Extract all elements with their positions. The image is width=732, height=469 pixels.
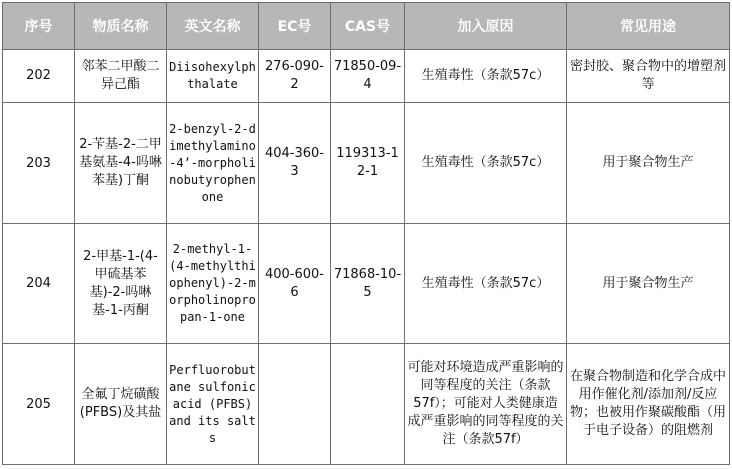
svhc-table — [2, 2, 730, 465]
cell-ec — [259, 344, 331, 465]
cell-cn-name: 邻苯二甲酸二异己酯 — [75, 50, 167, 103]
cell-use: 密封胶、聚合物中的增塑剂等 — [567, 50, 730, 103]
header-cas: CAS号 — [331, 3, 405, 50]
header-reason: 加入原因 — [405, 3, 567, 50]
header-cn-name: 物质名称 — [75, 3, 167, 50]
cell-use: 用于聚合物生产 — [567, 224, 730, 344]
cell-no: 205 — [3, 344, 75, 465]
cell-use: 在聚合物制造和化学合成中用作催化剂/添加剂/反应物；也被用作聚碳酸酯（用于电子设备）的阻燃剂 — [567, 344, 730, 465]
table-row — [3, 102, 730, 224]
cell-cas — [331, 344, 405, 465]
table-row — [3, 224, 730, 344]
cell-ec: 404-360-3 — [259, 102, 331, 224]
header-no: 序号 — [3, 3, 75, 50]
header-ec: EC号 — [259, 3, 331, 50]
cell-en-name: Diisohexylphthalate — [167, 50, 259, 103]
cell-ec: 276-090-2 — [259, 50, 331, 103]
cell-en-name: Perfluorobutane sulfonicacid (PFBS) and its salts — [167, 344, 259, 465]
cell-no: 202 — [3, 50, 75, 103]
cell-reason: 生殖毒性（条款57c） — [405, 50, 567, 103]
header-row — [3, 3, 730, 50]
cell-no: 203 — [3, 102, 75, 224]
header-en-name: 英文名称 — [167, 3, 259, 50]
cell-no: 204 — [3, 224, 75, 344]
cell-ec: 400-600-6 — [259, 224, 331, 344]
cell-en-name: 2-benzyl-2-dimethylamino-4’-morpholinobutyrophenone — [167, 102, 259, 224]
cell-cas: 71850-09-4 — [331, 50, 405, 103]
cell-en-name: 2-methyl-1-(4-methylthiophenyl)-2-morpholinopropan-1-one — [167, 224, 259, 344]
cell-cas: 119313-12-1 — [331, 102, 405, 224]
table-row — [3, 344, 730, 465]
cell-use: 用于聚合物生产 — [567, 102, 730, 224]
cell-reason: 生殖毒性（条款57c） — [405, 102, 567, 224]
table-row — [3, 50, 730, 103]
header-use: 常见用途 — [567, 3, 730, 50]
cell-cn-name: 全氟丁烷磺酸(PFBS)及其盐 — [75, 344, 167, 465]
cell-reason: 可能对环境造成严重影响的同等程度的关注（条款57f）；可能对人类健康造成严重影响的同等程度的关注（条款57f） — [405, 344, 567, 465]
cell-cas: 71868-10-5 — [331, 224, 405, 344]
cell-cn-name: 2-甲基-1-(4-甲硫基苯基)-2-吗啉基-1-丙酮 — [75, 224, 167, 344]
cell-reason: 生殖毒性（条款57c） — [405, 224, 567, 344]
cell-cn-name: 2-苄基-2-二甲基氨基-4-吗啉苯基)丁酮 — [75, 102, 167, 224]
